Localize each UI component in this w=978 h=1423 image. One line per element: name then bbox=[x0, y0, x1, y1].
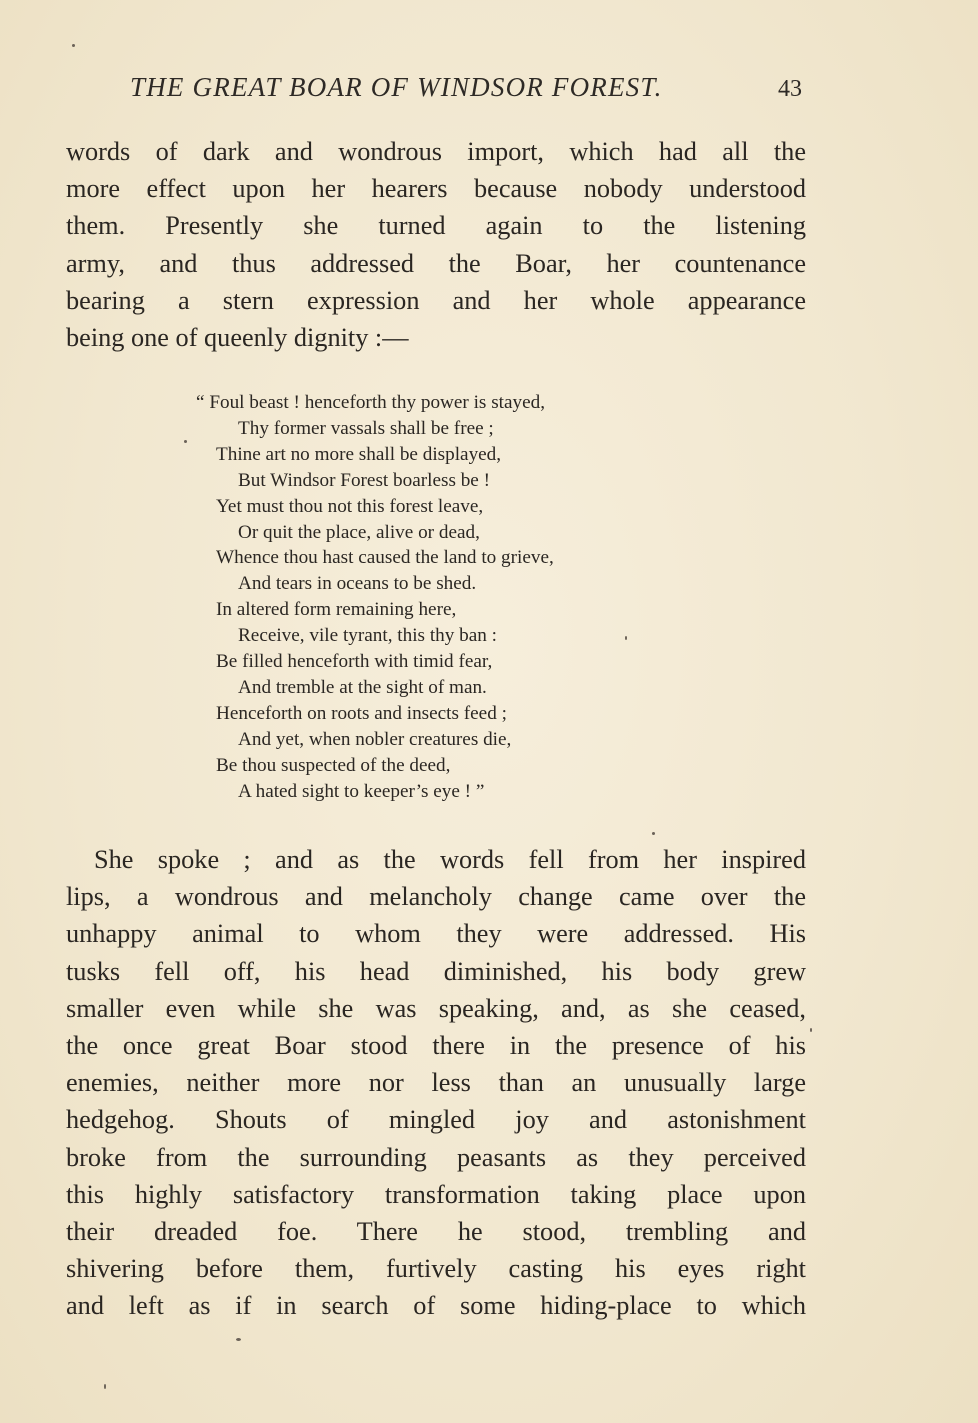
text-line: army, and thus addressed the Boar, her countenance bbox=[66, 248, 806, 278]
text-line: them. Presently she turned again to the listening bbox=[66, 211, 806, 241]
text-line: enemies, neither more nor less than an unusually large bbox=[66, 1068, 806, 1098]
text-line: She spoke ; and as the words fell from her inspired bbox=[94, 845, 806, 874]
poem-line: Be filled henceforth with timid fear, bbox=[216, 651, 493, 673]
poem-line: Receive, vile tyrant, this thy ban : bbox=[238, 625, 497, 647]
text-line: broke from the surrounding peasants as they perceived bbox=[66, 1142, 806, 1172]
text-line: smaller even while she was speaking, and, as she ceased, bbox=[66, 993, 806, 1023]
text-line: unhappy animal to whom they were addressed. His bbox=[66, 919, 806, 949]
paper-speck bbox=[104, 1384, 106, 1389]
poem-line: In altered form remaining here, bbox=[216, 599, 457, 621]
poem-line: Thy former vassals shall be free ; bbox=[238, 417, 494, 439]
text-line: words of dark and wondrous import, which had all the bbox=[66, 137, 806, 166]
text-line: being one of queenly dignity :— bbox=[66, 323, 409, 353]
text-line: this highly satisfactory transformation taking place upon bbox=[66, 1179, 806, 1209]
text-line: shivering before them, furtively casting his eyes right bbox=[66, 1254, 806, 1284]
text-line: the once great Boar stood there in the presence of his bbox=[66, 1031, 806, 1061]
poem-line: “ Foul beast ! henceforth thy power is stayed, bbox=[196, 392, 546, 413]
poem-line: And tremble at the sight of man. bbox=[238, 676, 487, 698]
page-header bbox=[130, 72, 810, 112]
poem-line: Henceforth on roots and insects feed ; bbox=[216, 702, 507, 724]
paper-speck bbox=[72, 44, 75, 47]
poem-verse bbox=[196, 390, 656, 805]
page-number: 43 bbox=[778, 76, 802, 102]
poem-line: But Windsor Forest boarless be ! bbox=[238, 469, 491, 491]
text-line: and left as if in search of some hiding-place to which bbox=[66, 1291, 806, 1321]
text-line: bearing a stern expression and her whole appearance bbox=[66, 285, 806, 315]
running-head: THE GREAT BOAR OF WINDSOR FOREST. bbox=[130, 72, 663, 102]
text-line: more effect upon her hearers because nobody understood bbox=[66, 174, 806, 204]
paragraph-1 bbox=[66, 133, 806, 356]
paper-speck bbox=[236, 1338, 241, 1341]
paper-speck bbox=[810, 1028, 812, 1032]
poem-line: Thine art no more shall be displayed, bbox=[216, 443, 502, 465]
poem-line: Or quit the place, alive or dead, bbox=[238, 521, 480, 543]
paper-speck bbox=[184, 440, 187, 443]
poem-line: And tears in oceans to be shed. bbox=[238, 573, 477, 595]
poem-line: Be thou suspected of the deed, bbox=[216, 754, 451, 776]
text-line: lips, a wondrous and melancholy change came over the bbox=[66, 882, 806, 912]
paragraph-2 bbox=[66, 841, 806, 1325]
poem-line: Yet must thou not this forest leave, bbox=[216, 495, 484, 517]
text-line: hedgehog. Shouts of mingled joy and astonishment bbox=[66, 1105, 806, 1135]
poem-line: A hated sight to keeper’s eye ! ” bbox=[238, 780, 485, 802]
poem-line: Whence thou hast caused the land to grieve, bbox=[216, 547, 554, 569]
text-line: their dreaded foe. There he stood, trembling and bbox=[66, 1217, 806, 1247]
paper-speck bbox=[625, 636, 627, 640]
text-line: tusks fell off, his head diminished, his body grew bbox=[66, 956, 806, 986]
paper-speck bbox=[652, 832, 655, 835]
poem-line: And yet, when nobler creatures die, bbox=[238, 728, 512, 750]
